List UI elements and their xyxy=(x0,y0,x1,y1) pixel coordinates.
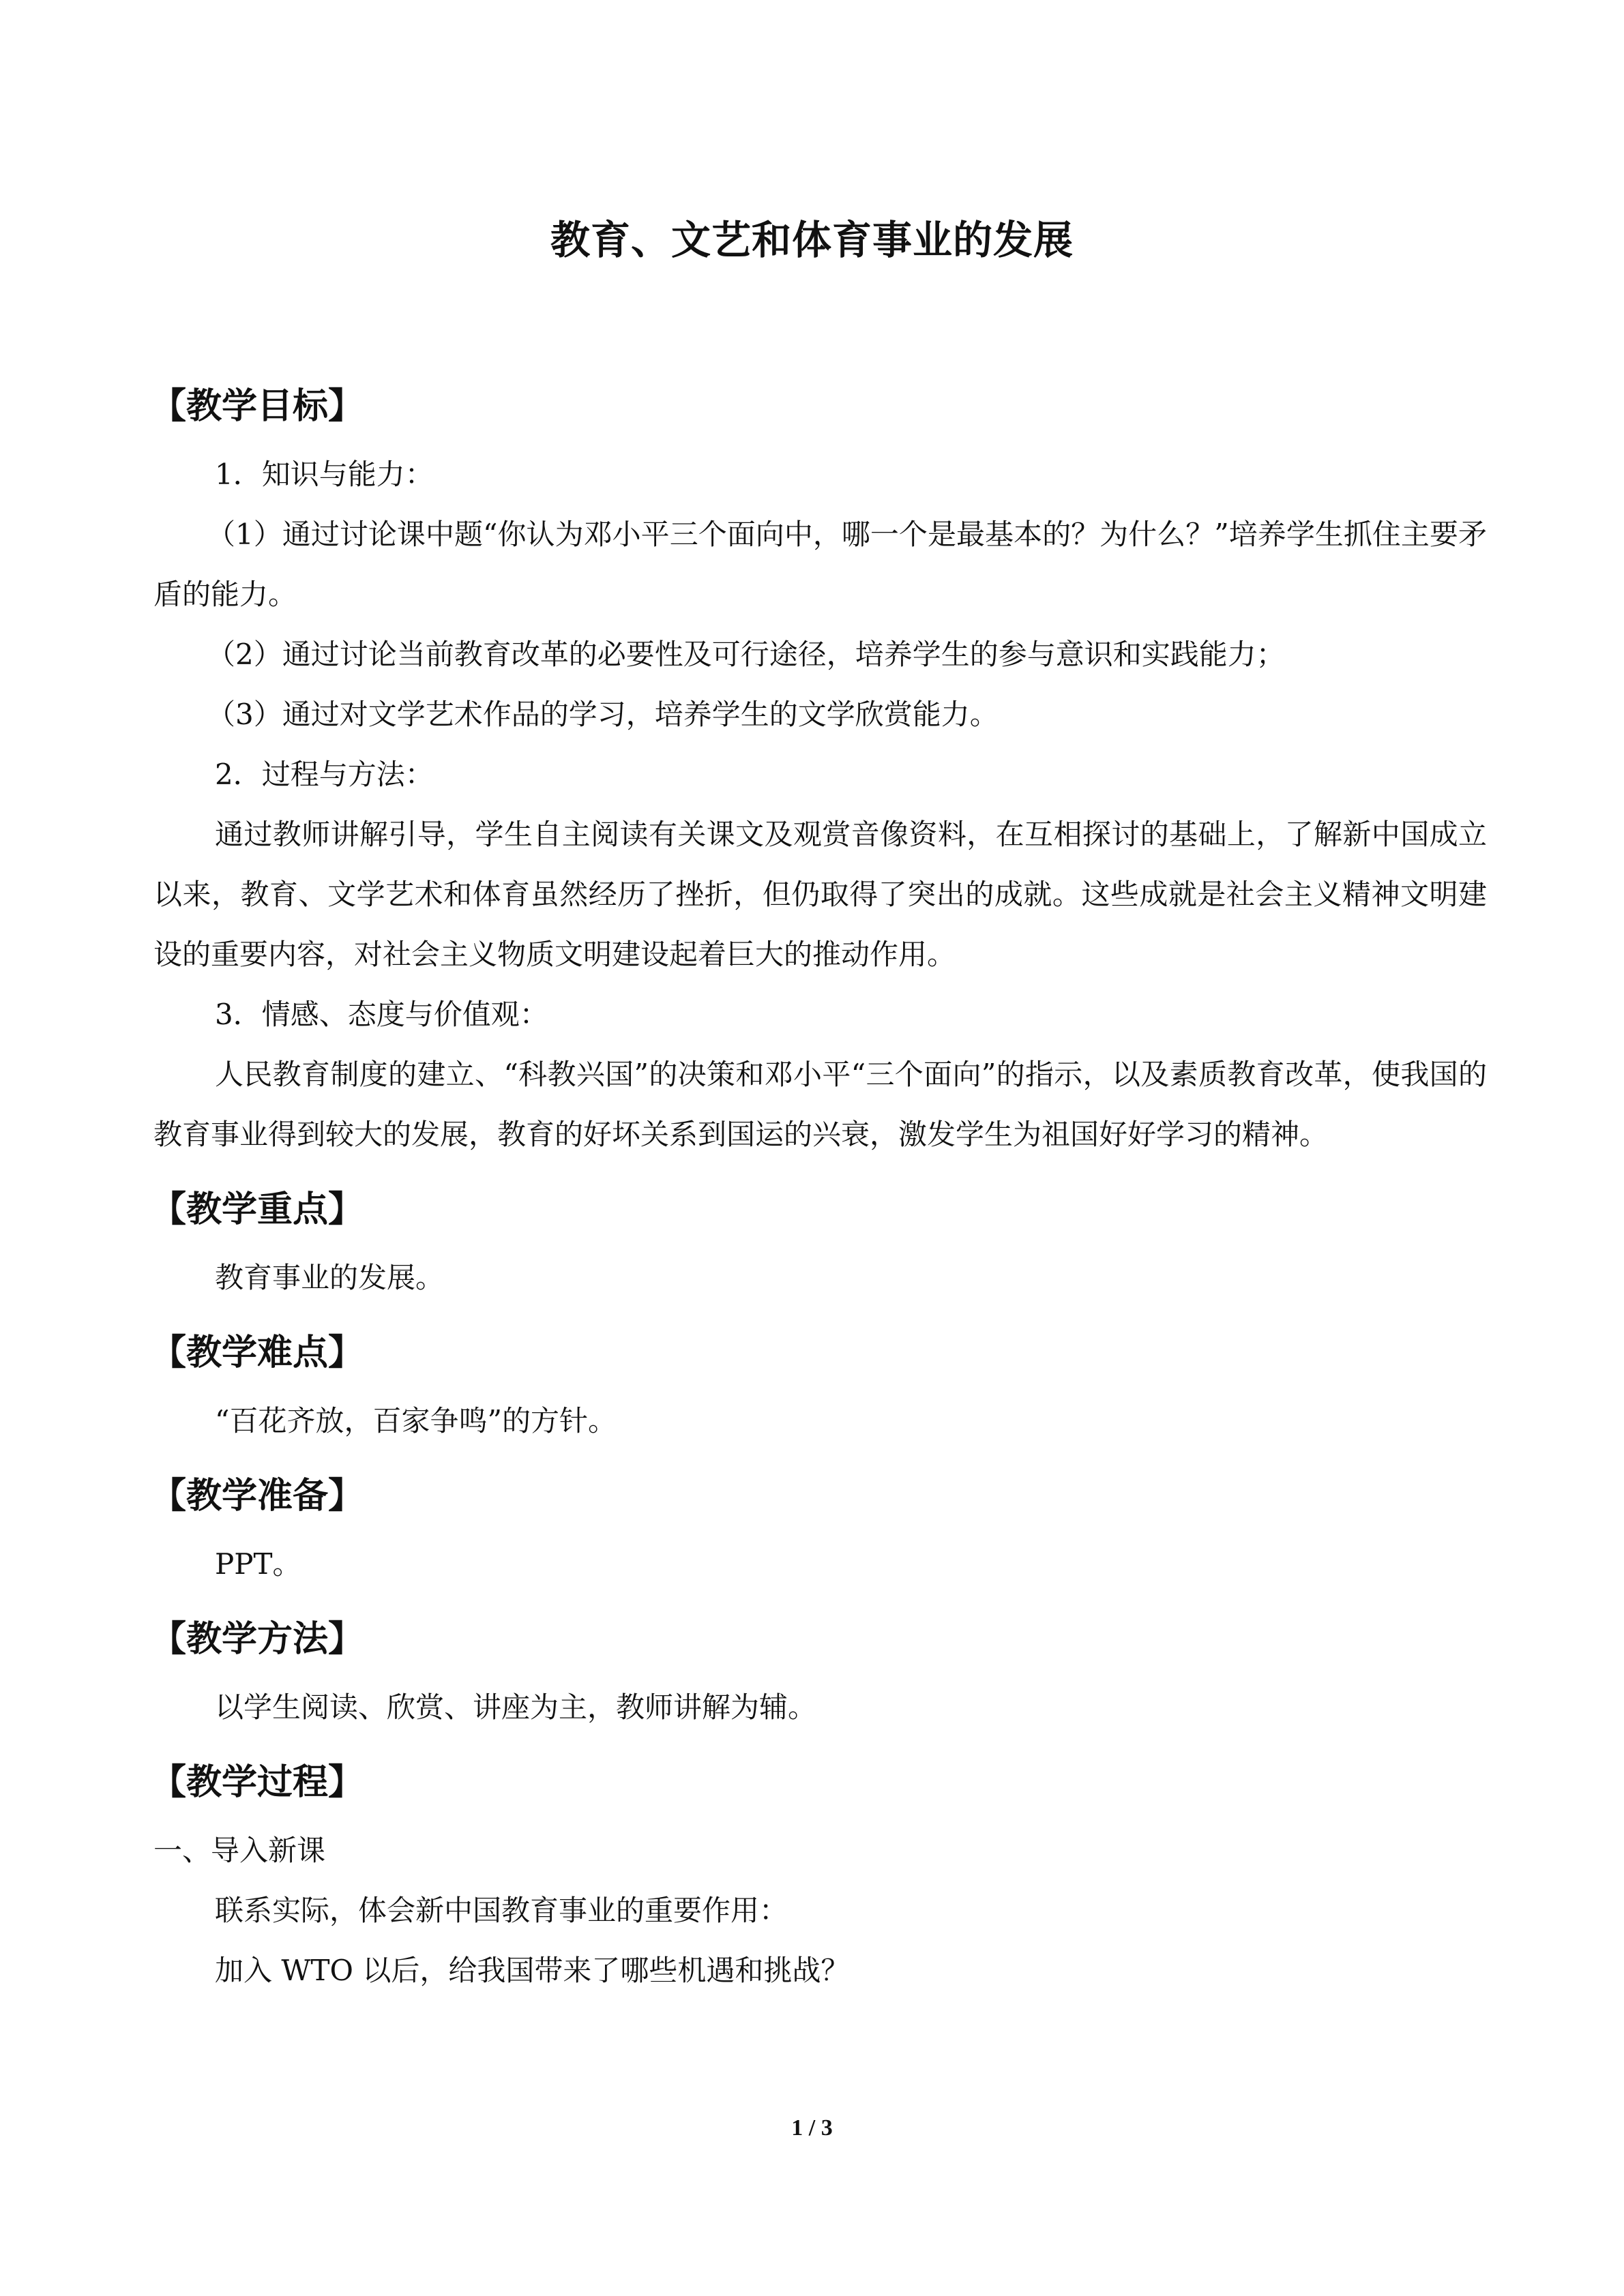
objective-item-2: 2．过程与方法： xyxy=(215,758,434,791)
section-preparation xyxy=(153,1472,1487,1594)
methods-text: 以学生阅读、欣赏、讲座为主，教师讲解为辅。 xyxy=(215,1690,817,1724)
page-number: 1 / 3 xyxy=(791,2115,833,2141)
objective-item-1-sub-2: （2）通过讨论当前教育改革的必要性及可行途径，培养学生的参与意识和实践能力； xyxy=(207,638,1285,671)
process-step-1: 一、导入新课 xyxy=(153,1834,326,1867)
section-heading-objectives: 【教学目标】 xyxy=(151,386,364,427)
key-points-text: 教育事业的发展。 xyxy=(215,1261,445,1294)
section-objectives xyxy=(153,382,1487,1165)
preparation-text: PPT。 xyxy=(215,1547,301,1581)
difficulties-text: “百花齐放，百家争鸣”的方针。 xyxy=(215,1404,617,1437)
objective-item-1: 1．知识与能力： xyxy=(215,458,434,491)
process-step-1-line-1: 联系实际，体会新中国教育事业的重要作用： xyxy=(215,1894,788,1927)
section-key-points xyxy=(153,1185,1487,1308)
objective-item-2-text: 通过教师讲解引导，学生自主阅读有关课文及观赏音像资料，在互相探讨的基础上，了解新中国成立以来，教育、文学艺术和体育虽然经历了挫折，但仍取得了突出的成就。这些成就是社会主义精神文明建设的重要内容，对社会主义物质文明建设起着巨大的推动作用。 xyxy=(153,818,1487,971)
section-difficulties xyxy=(153,1328,1487,1451)
objective-item-1-sub-1: （1）通过讨论课中题“你认为邓小平三个面向中，哪一个是最基本的？为什么？”培养学生抓住主要矛盾的能力。 xyxy=(153,518,1487,611)
objective-item-3-text: 人民教育制度的建立、“科教兴国”的决策和邓小平“三个面向”的指示，以及素质教育改革，使我国的教育事业得到较大的发展，教育的好坏关系到国运的兴衰，激发学生为祖国好好学习的精神。 xyxy=(153,1058,1487,1151)
section-heading-process: 【教学过程】 xyxy=(151,1762,364,1803)
document-body xyxy=(153,382,1487,2001)
section-heading-difficulties: 【教学难点】 xyxy=(151,1332,364,1373)
section-heading-methods: 【教学方法】 xyxy=(151,1619,364,1660)
section-process xyxy=(153,1758,1487,2001)
section-heading-preparation: 【教学准备】 xyxy=(151,1476,364,1517)
document-title: 教育、文艺和体育事业的发展 xyxy=(550,217,1074,263)
process-step-1-line-2: 加入 WTO 以后，给我国带来了哪些机遇和挑战？ xyxy=(215,1954,850,1987)
objective-item-3: 3．情感、态度与价值观： xyxy=(215,998,548,1031)
section-heading-key-points: 【教学重点】 xyxy=(151,1189,364,1230)
objective-item-1-sub-3: （3）通过对文学艺术作品的学习，培养学生的文学欣赏能力。 xyxy=(207,698,999,731)
section-methods xyxy=(153,1615,1487,1738)
